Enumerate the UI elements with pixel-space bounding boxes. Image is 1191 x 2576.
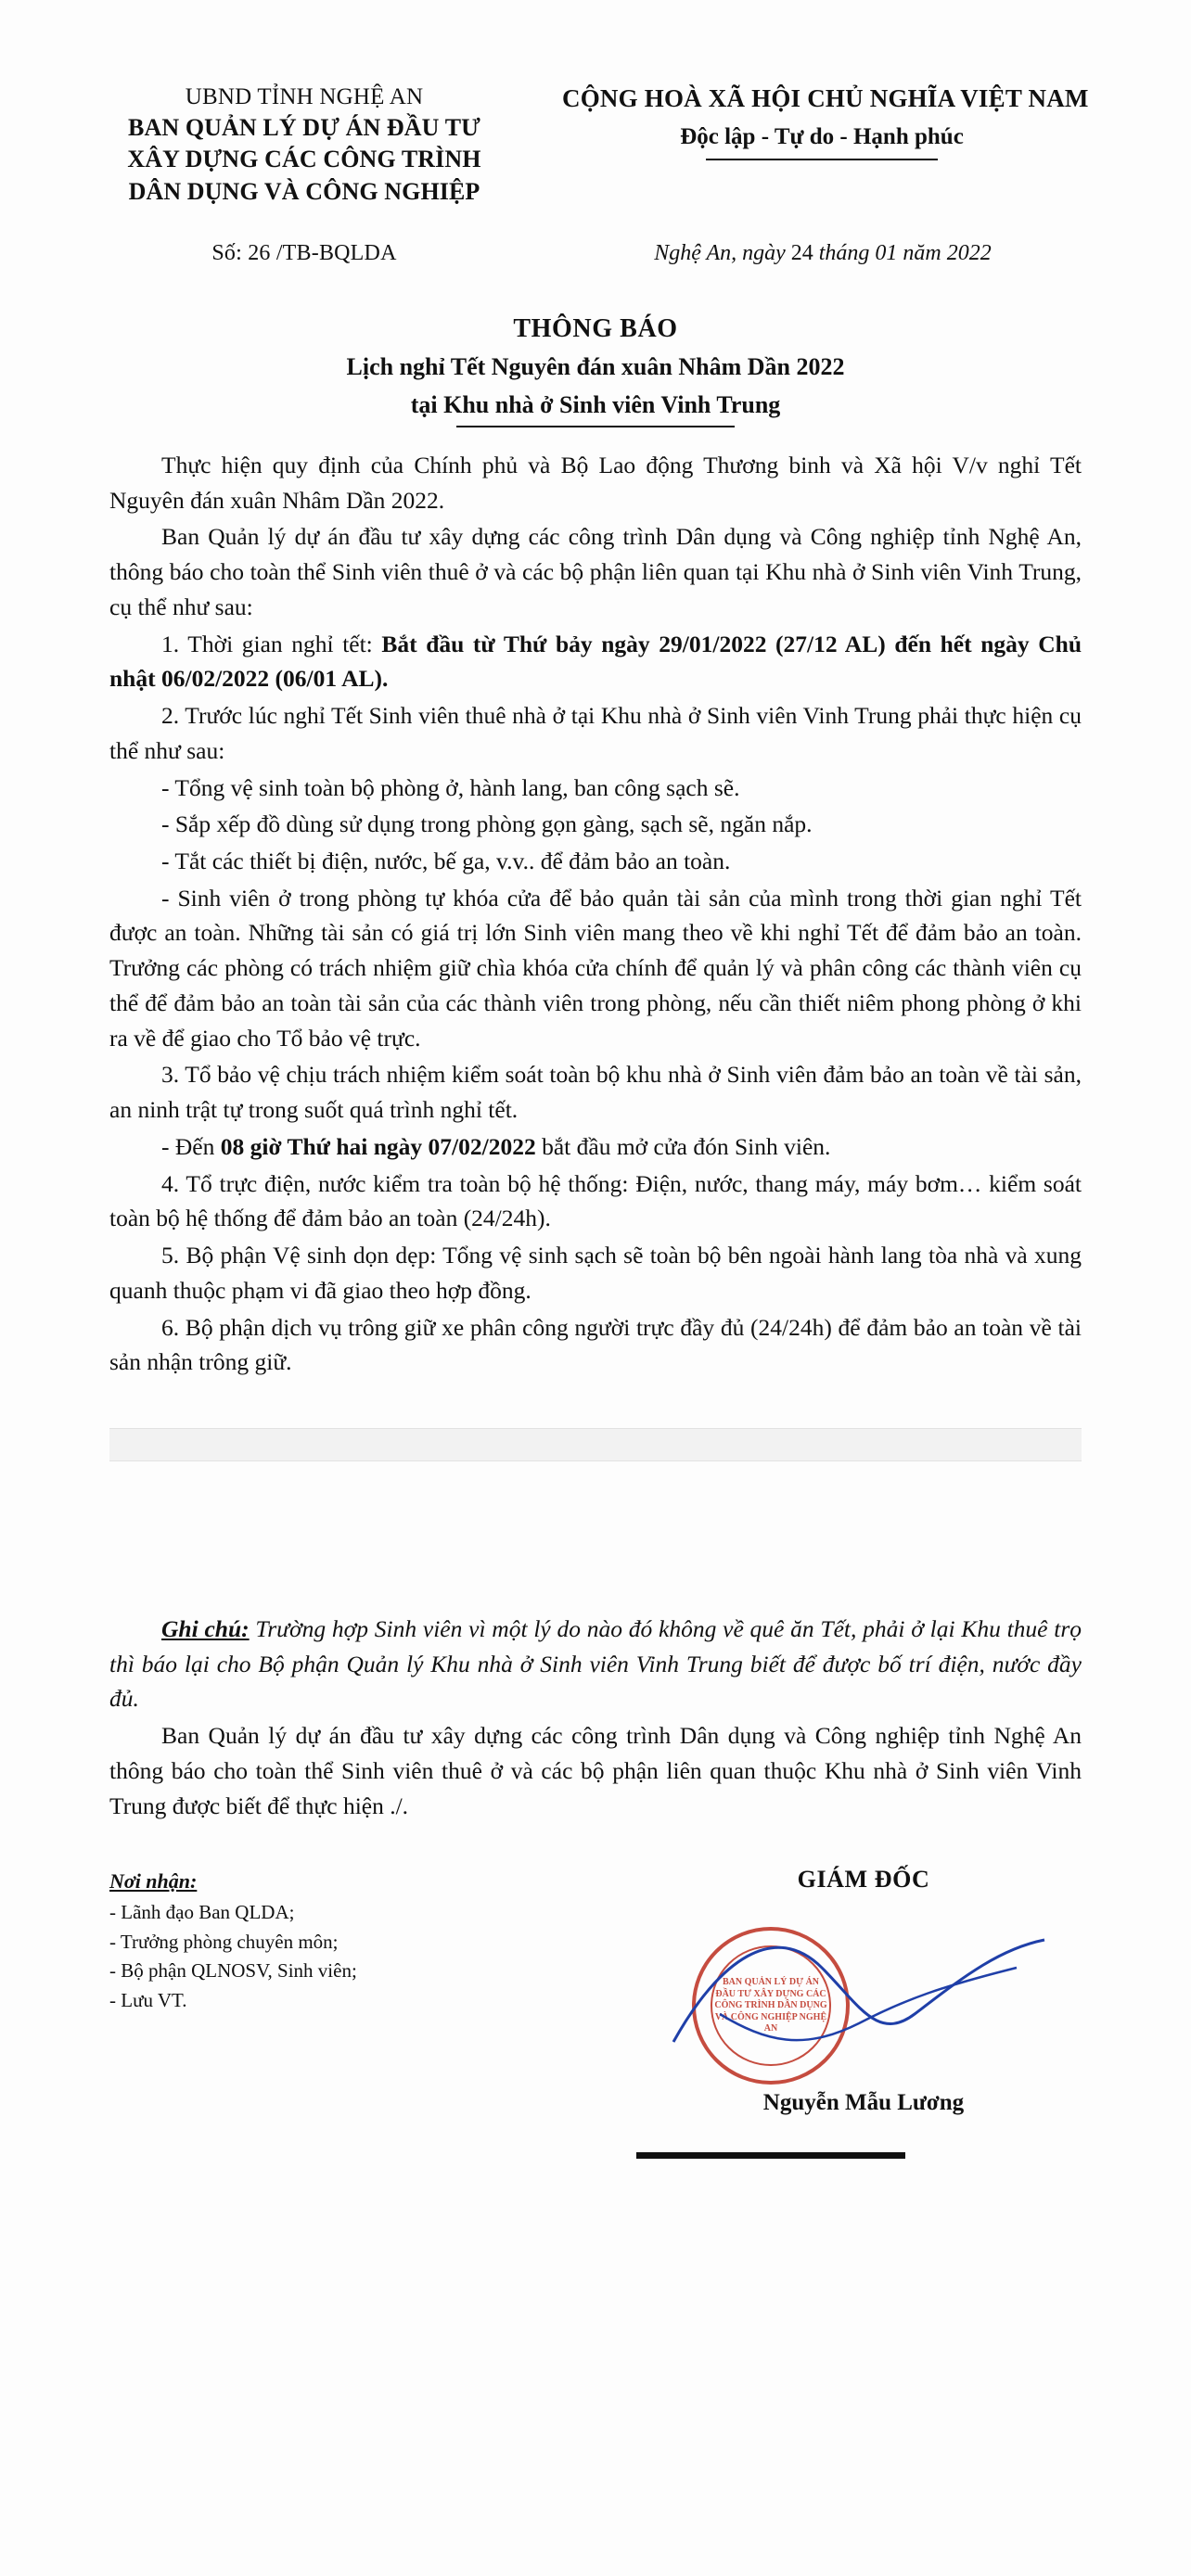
item-6: 6. Bộ phận dịch vụ trông giữ xe phân công người trực đầy đủ (24/24h) để đảm bảo an toàn về tài sản nhận trông giữ. <box>109 1313 1082 1376</box>
item-1-lead: 1. Thời gian nghỉ tết: <box>161 630 373 657</box>
recipient-item: - Bộ phận QLNOSV, Sinh viên; <box>109 1959 357 1983</box>
authority-line-2: BAN QUẢN LÝ DỰ ÁN ĐẦU TƯ <box>128 114 480 141</box>
item-1 <box>109 627 1082 696</box>
date-month-year: tháng 01 năm 2022 <box>818 240 992 265</box>
item-3-bullet-1-time: 08 giờ Thứ hai ngày 07/02/2022 <box>220 1132 536 1160</box>
item-3-bullet-1-post: bắt đầu mở cửa đón Sinh viên. <box>542 1132 831 1160</box>
number-and-date-row <box>109 241 1082 266</box>
item-2-bullet-4: - Sinh viên ở trong phòng tự khóa cửa để bảo quản tài sản của mình trong thời gian nghỉ Tết được an toàn. Những tài sản có giá trị lớn Sinh viên mang theo về khi nghỉ Tết để đảm bảo an toàn. Trưởng các phòng có trách nhiệm giữ chìa khóa cửa chính để quản lý và phân công các thành viên cụ thể để đảm bảo an toàn tài sản của các thành viên trong phòng, nếu cần thiết niêm phong phòng ở khi ra về để giao cho Tổ bảo vệ trực. <box>109 884 1082 1052</box>
recipients-block <box>109 1866 555 2015</box>
authority-line-3: XÂY DỰNG CÁC CÔNG TRÌNH <box>127 146 481 173</box>
paragraph-intro-1: Thực hiện quy định của Chính phủ và Bộ Lao động Thương binh và Xã hội V/v nghỉ Tết Nguyên đán xuân Nhâm Dần 2022. <box>109 451 1082 514</box>
item-2-bullet-2: - Sắp xếp đồ dùng sử dụng trong phòng gọn gàng, sạch sẽ, ngăn nắp. <box>161 810 813 838</box>
recipient-item: - Lưu VT. <box>109 1988 187 2011</box>
national-heading-block <box>562 82 1089 160</box>
official-stamp-icon <box>692 1927 850 2085</box>
recipients-title: Nơi nhận: <box>109 1869 198 1894</box>
note-paragraph <box>109 1612 1082 1716</box>
document-number-value: 26 <box>248 240 271 265</box>
signer-block <box>646 1866 1082 2116</box>
recipient-item: - Lãnh đạo Ban QLDA; <box>109 1901 295 1924</box>
item-1-dates: Bắt đầu từ Thứ bảy ngày 29/01/2022 (27/12 AL) đến hết ngày Chủ nhật 06/02/2022 (06/01 AL). <box>109 630 1082 693</box>
item-2-bullet-1: - Tổng vệ sinh toàn bộ phòng ở, hành lang, ban công sạch sẽ. <box>161 773 740 801</box>
signer-role: GIÁM ĐỐC <box>797 1866 930 1894</box>
stamp-and-signature <box>646 1894 1082 2107</box>
place-prefix: Nghệ An, ngày <box>654 240 786 265</box>
document-location-subtitle: tại Khu nhà ở Sinh viên Vinh Trung <box>410 390 781 418</box>
document-subtitle: Lịch nghỉ Tết Nguyên đán xuân Nhâm Dần 2022 <box>346 353 845 381</box>
item-3-bullet-1 <box>109 1129 1082 1165</box>
item-3: 3. Tổ bảo vệ chịu trách nhiệm kiểm soát toàn bộ khu nhà ở Sinh viên đảm bảo an toàn về tài sản, an ninh trật tự trong suốt quá trình nghỉ tết. <box>109 1061 1082 1124</box>
item-5: 5. Bộ phận Vệ sinh dọn dẹp: Tổng vệ sinh sạch sẽ toàn bộ bên ngoài hành lang tòa nhà và xung quanh thuộc phạm vi đã giao theo hợp đồng. <box>109 1242 1082 1304</box>
paragraph-intro-2: Ban Quản lý dự án đầu tư xây dựng các công trình Dân dụng và Công nghiệp tỉnh Nghệ An, thông báo cho toàn thể Sinh viên thuê ở và các bộ phận liên quan tại Khu nhà ở Sinh viên Vinh Trung, cụ thể như sau: <box>109 523 1082 620</box>
stamp-text: BAN QUẢN LÝ DỰ ÁN ĐẦU TƯ XÂY DỰNG CÁC CÔNG TRÌNH DÂN DỤNG VÀ CÔNG NGHIỆP NGHỆ AN <box>714 1977 827 2034</box>
recipient-item: - Trưởng phòng chuyên môn; <box>109 1930 339 1953</box>
authority-line-4: DÂN DỤNG VÀ CÔNG NGHIỆP <box>128 177 480 205</box>
authority-line-1: UBND TỈNH NGHỆ AN <box>185 84 424 109</box>
national-motto: Độc lập - Tự do - Hạnh phúc <box>680 124 964 150</box>
place-and-date <box>499 241 1082 266</box>
item-2-bullet-3: - Tắt các thiết bị điện, nước, bế ga, v.v.. để đảm bảo an toàn. <box>161 847 731 874</box>
item-3-bullet-1-pre: - Đến <box>161 1132 215 1160</box>
note-label: Ghi chú: <box>161 1615 250 1642</box>
page-break-band <box>109 1428 1082 1461</box>
document-body <box>109 448 1082 1380</box>
page-title: THÔNG BÁO <box>513 313 678 343</box>
signer-name: Nguyễn Mẫu Lương <box>762 2090 965 2116</box>
issuing-authority-block <box>109 82 499 208</box>
signature-section <box>109 1866 1082 2116</box>
document-number <box>109 241 499 266</box>
note-text: Trường hợp Sinh viên vì một lý do nào đó không về quê ăn Tết, phải ở lại Khu thuê trọ thì báo lại cho Bộ phận Quản lý Khu nhà ở Sinh viên Vinh Trung biết để được bố trí điện, nước đầy đủ. <box>109 1615 1082 1713</box>
document-number-label: Số: <box>211 240 242 265</box>
country-name: CỘNG HOÀ XÃ HỘI CHỦ NGHĨA VIỆT NAM <box>562 84 1089 112</box>
note-section <box>109 1612 1082 1823</box>
closing-paragraph: Ban Quản lý dự án đầu tư xây dựng các công trình Dân dụng và Công nghiệp tỉnh Nghệ An thông báo cho toàn thể Sinh viên thuê ở và các bộ phận liên quan thuộc Khu nhà ở Sinh viên Vinh Trung được biết để thực hiện ./. <box>109 1722 1082 1819</box>
document-title-block <box>109 311 1082 427</box>
date-day: 24 <box>790 240 813 265</box>
motto-underline <box>706 159 938 160</box>
page-break-gap <box>109 1417 1082 1473</box>
document-number-suffix: /TB-BQLDA <box>275 240 397 265</box>
item-2: 2. Trước lúc nghỉ Tết Sinh viên thuê nhà ở tại Khu nhà ở Sinh viên Vinh Trung phải thực hiện cụ thể như sau: <box>109 702 1082 764</box>
item-4: 4. Tổ trực điện, nước kiểm tra toàn bộ hệ thống: Điện, nước, thang máy, máy bơm… kiểm soát toàn bộ hệ thống để đảm bảo an toàn (24/24h). <box>109 1169 1082 1232</box>
signature-baseline <box>636 2152 905 2159</box>
document-header <box>109 82 1089 208</box>
title-underline <box>456 426 735 427</box>
